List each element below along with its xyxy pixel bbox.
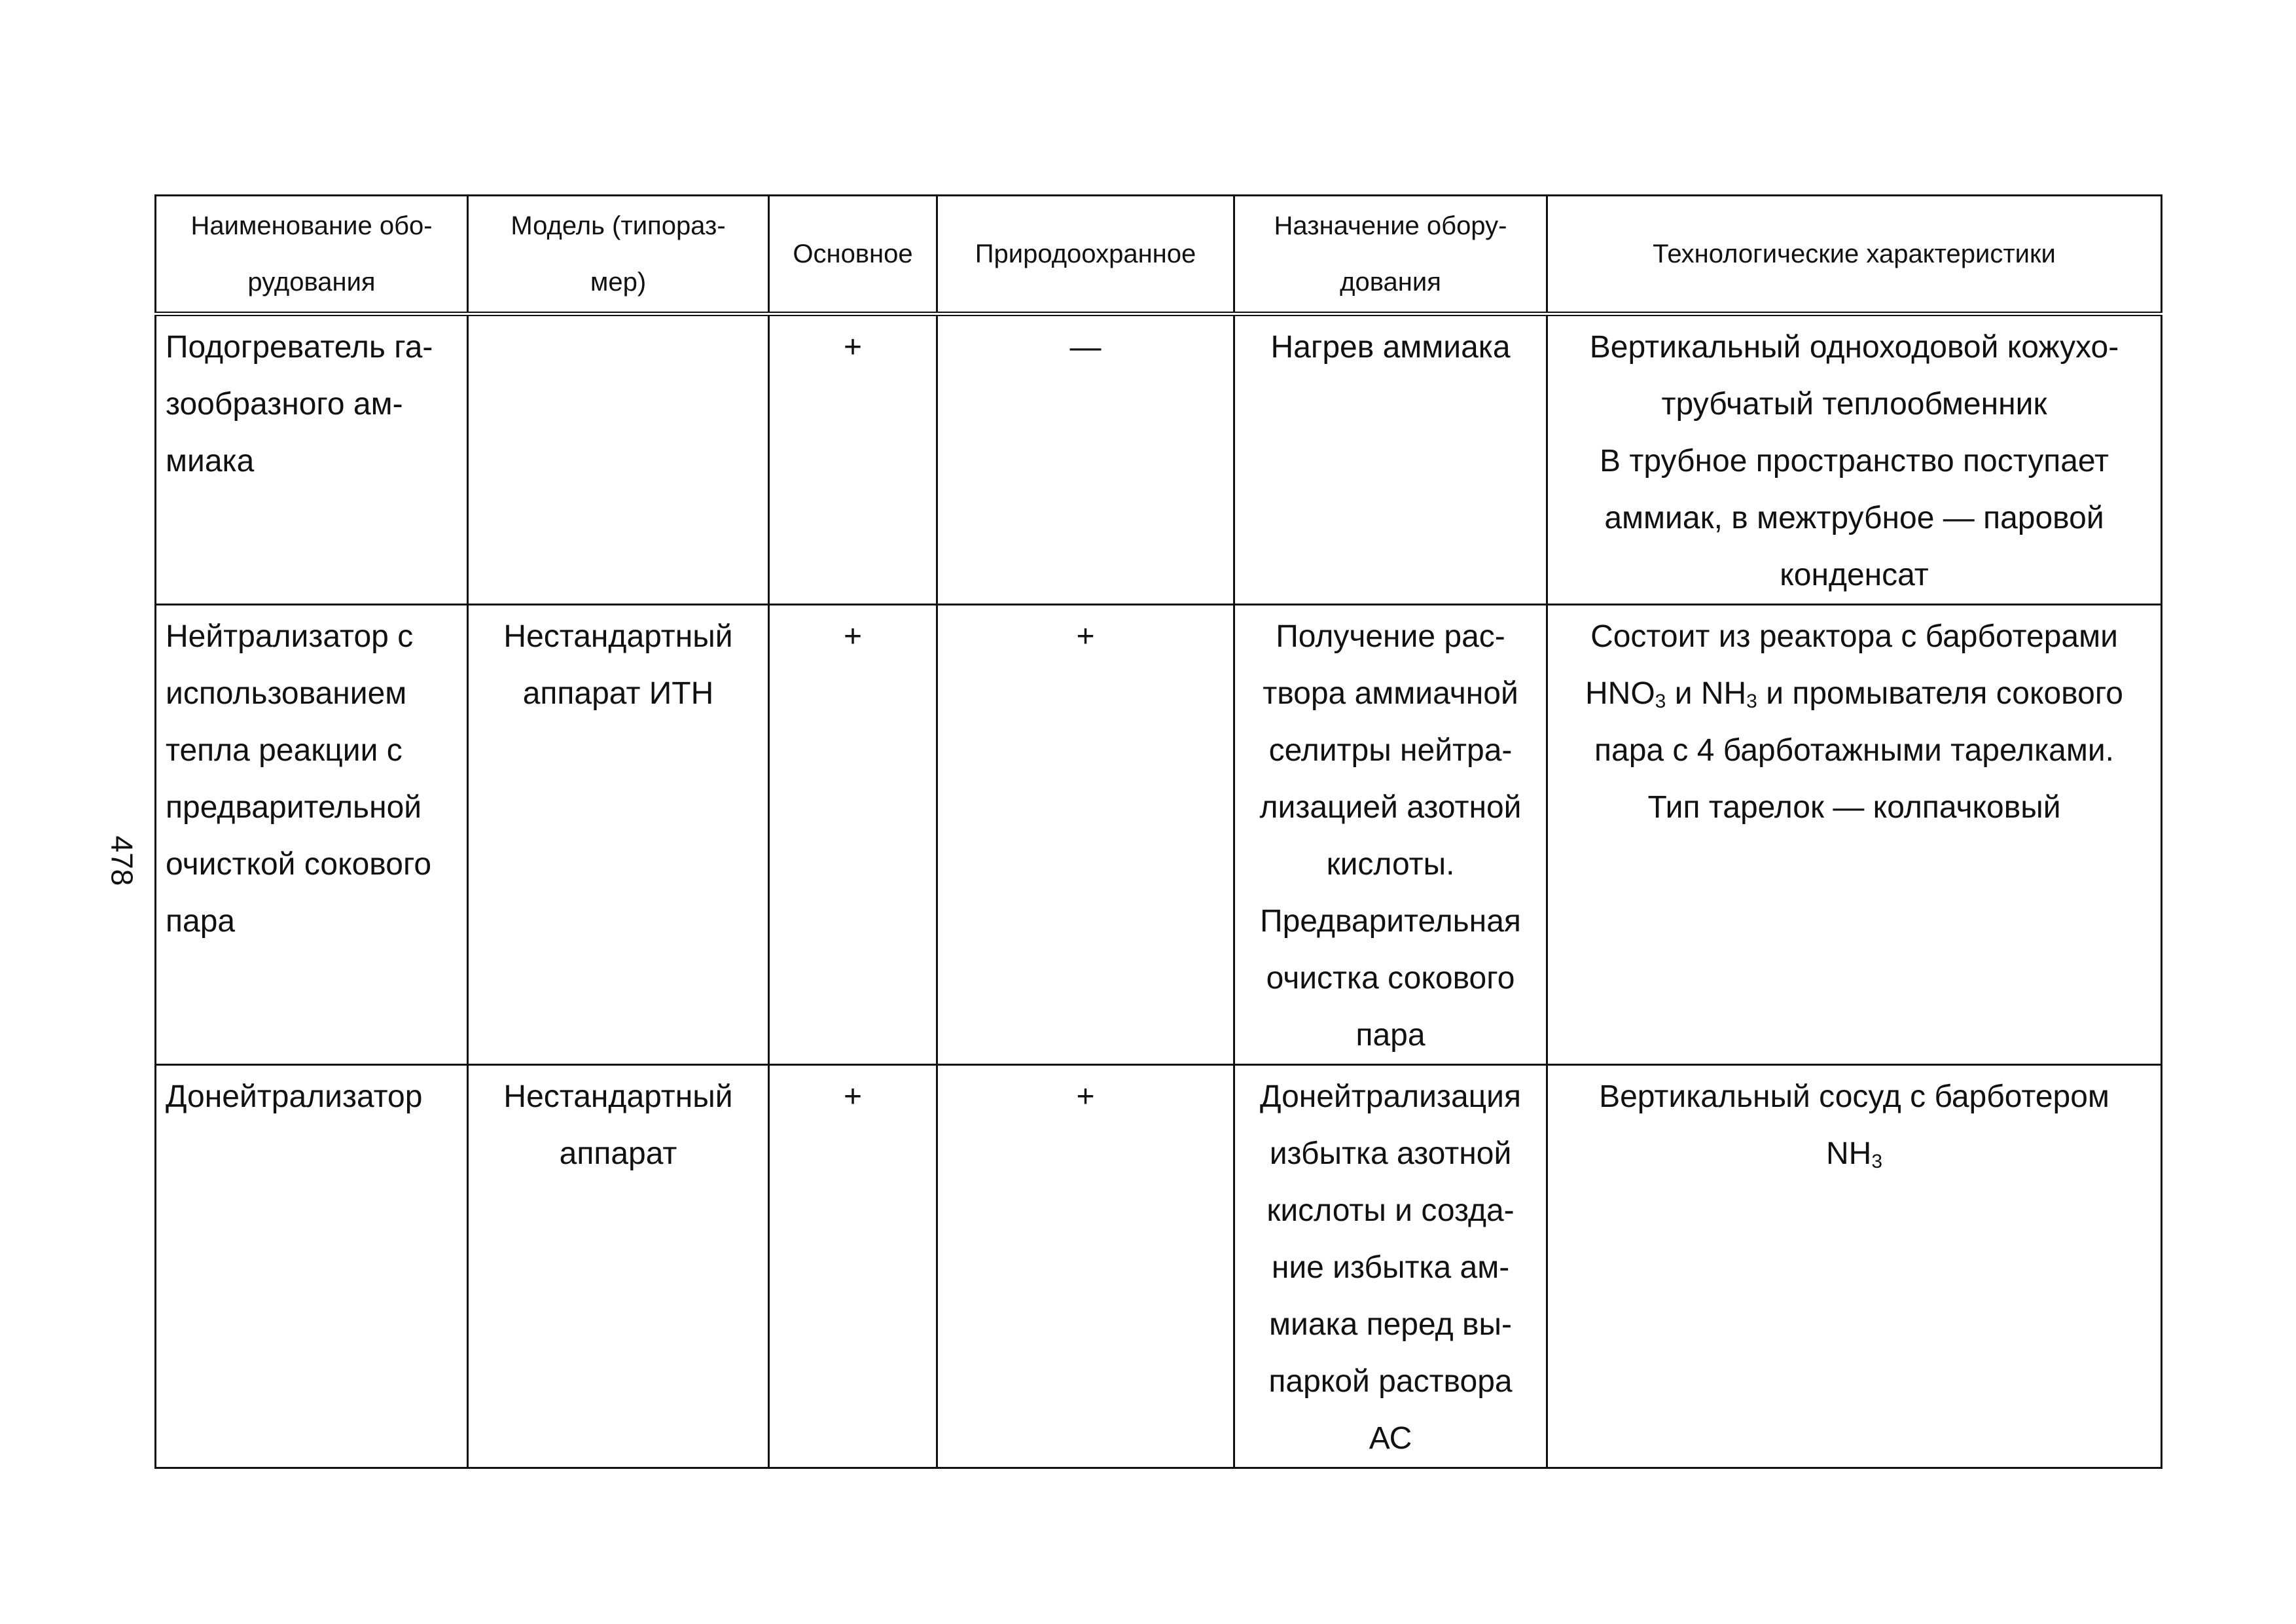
tech-rest: пара с 4 барботажными тарелками. Тип тарелок — колпачковый	[1594, 733, 2114, 825]
header-model: Модель (типораз- мер)	[468, 196, 769, 314]
cell-main: +	[769, 1065, 937, 1468]
cell-purpose: Получение рас- твора аммиачной селитры нейтра- лизацией азотной кислоты. Предварительная очистка сокового пара	[1234, 605, 1547, 1065]
header-environmental: Природоохранное	[937, 196, 1234, 314]
cell-purpose: Донейтрализация избытка азотной кислоты и созда- ние избытка ам- миака перед вы- паркой раствора АС	[1234, 1065, 1547, 1468]
cell-purpose: Нагрев аммиака	[1234, 314, 1547, 605]
cell-main: +	[769, 605, 937, 1065]
header-main: Основное	[769, 196, 937, 314]
cell-environmental: +	[937, 605, 1234, 1065]
table-row	[156, 605, 2162, 1065]
cell-environmental: +	[937, 1065, 1234, 1468]
cell-tech-characteristics: Вертикальный одноходовой кожухо- трубчатый теплообменник В трубное пространство поступает аммиак, в межтрубное — паровой конденсат	[1547, 314, 2162, 605]
page-number: 478	[105, 835, 139, 886]
cell-main: +	[769, 314, 937, 605]
header-purpose: Назначение обору- дования	[1234, 196, 1547, 314]
tech-line-1: Состоит из реактора с барботерами	[1590, 619, 2118, 654]
cell-equipment-name: Донейтрализатор	[156, 1065, 468, 1468]
cell-model: Нестандартный аппарат	[468, 1065, 769, 1468]
header-equipment-name: Наименование обо- рудования	[156, 196, 468, 314]
cell-tech-characteristics	[1547, 1065, 2162, 1468]
header-tech-characteristics: Технологические характеристики	[1547, 196, 2162, 314]
formula-hno3: $HNO_3$	[1585, 676, 1666, 712]
formula-nh3: $NH_3$	[1825, 1136, 1882, 1172]
cell-model: Нестандартный аппарат ИТН	[468, 605, 769, 1065]
cell-equipment-name: Нейтрализатор с использованием тепла реакции с предварительной очисткой сокового пара	[156, 605, 468, 1065]
table-header-row	[156, 196, 2162, 314]
tech-and: и	[1666, 676, 1701, 711]
tech-line-2-rest: и промывателя сокового	[1757, 676, 2123, 711]
tech-line-1: Вертикальный сосуд с барботером	[1599, 1079, 2109, 1114]
formula-nh3: $NH_3$	[1700, 676, 1757, 712]
cell-tech-characteristics	[1547, 605, 2162, 1065]
table-row	[156, 1065, 2162, 1468]
cell-model	[468, 314, 769, 605]
cell-equipment-name: Подогреватель га- зообразного ам- миака	[156, 314, 468, 605]
equipment-table	[154, 194, 2162, 1469]
table-row	[156, 314, 2162, 605]
cell-environmental: —	[937, 314, 1234, 605]
